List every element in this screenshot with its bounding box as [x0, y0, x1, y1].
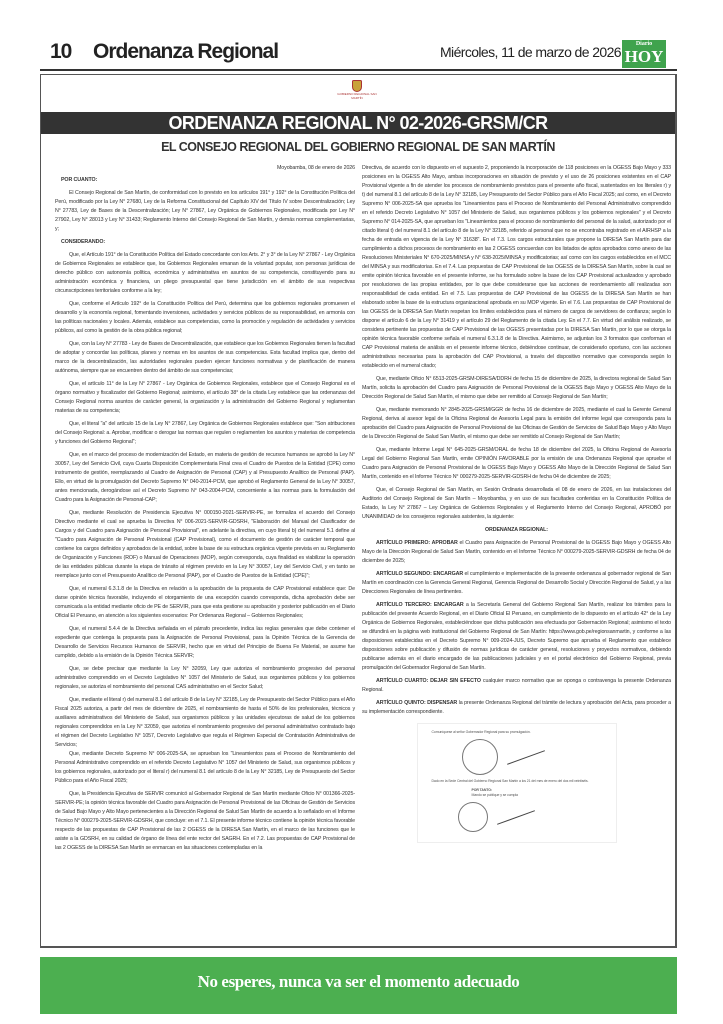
article-2: ARTÍCULO SEGUNDO: ENCARGAR el cumplimiento e implementación de la presente ordenanza al gobernador regional de San Martín en coordinación con la Gerencia General Regional, Gerencia Regional de Desarrollo Social y Dirección Regional de Salud, y a las Direcciones Regionales de línea pertinentes.: [362, 571, 671, 595]
paragraph: Que, mediante memorando N° 2845-2025-GRSM/GGR de fecha 16 de diciembre de 2025, mediante el cual la Gerente General Regional, deriva al asesor legal de la Oficina Regional de Asesoría Legal para la emisión del informe legal que corresponda para la aprobación del Cuadro para Asignación de Personal Provisional de las Oficinas de Gestión de Servicios de Salud Bajo Mayo y Alto Mayo de la Dirección Regional de Salud San Martín, el mismo que debe ser remitido al Consejo Regional de San Martín;: [362, 407, 671, 440]
paragraph: Que, mediante Oficio N° 6513-2025-GRSM-DIRESA/DDRH de fecha 15 de diciembre de 2025, la directora regional de Salud San Martín, solicita la aprobación del Cuadro para Asignación de Personal Provisional de la OGESS Bajo Mayo y OGESS Alto Mayo de la Dirección Regional de Salud San Martín, el mismo que debe ser remitido al Consejo Regional de San Martín;: [362, 376, 671, 400]
paragraph: Que, el numeral 5.4.4 de la Directiva señalada en el párrafo precedente, indica las reglas generales que debe contener el expediente que contenga la propuesta para la Asignación de Personal Provisional, para la Opinión Técnica de la Gerencia de Desarrollo de Servicios Recursos Humanos de SERVIR, hecho que en virtud del Principio de Buena Fe Material, se asume fue cumplido, debido a la emisión de la Opinión Técnica SERVIR;: [55, 626, 355, 659]
governor-signature-row: [432, 802, 602, 832]
place-date: Moyobamba, 08 de enero de 2026: [277, 165, 355, 171]
council-signature-row: [432, 739, 602, 775]
article-3: ARTÍCULO TERCERO: ENCARGAR a la Secretaría General del Gobierno Regional San Martín, realizar los trámites para la publicación del presente Acuerdo Regional, en el Diario Oficial El Peruano, en cumplimiento de lo dispuesto en el artículo 42° de la Ley Orgánica de Gobiernos Regionales, estableciéndose que dicha publicación sea efectuada por Gobernación Regional; asimismo el texto se difundirá en la página web institucional del Gobierno Regional de San Martín: https://www.gob.pe/regionsanmartin, y conforme a las disposiciones establecidas en el Decreto Supremo N° 009-2024-JUS, Decreto Supremo que aprueba el Reglamento que establece disposiciones sobre publicación y difusión de normas jurídicas de carácter general, resoluciones y proyectos normativos, debiendo publicarse además en el diario encargado de las publicaciones judiciales y en el portal electrónico del Gobierno Regional, previa promulgación del Gobernador Regional de San Martín.: [362, 602, 671, 671]
paragraph: Que, el numeral 6.3.1.8 de la Directiva en relación a la aprobación de la propuesta de CAP Provisional establece que: De darse opinión técnica favorable, incluyendo el otorgamiento de una excepción cuando corresponda, dicha aprobación debe ser comunicada a la entidad mediante oficio de PE de SERVIR, para que esta gestione su aprobación y posterior publicación en el Diario Oficial El Peruano, en atención a los siguientes escenarios: Por Ordenanza Regional – Gobiernos Regionales;: [55, 586, 355, 619]
considerando-heading: CONSIDERANDO:: [61, 239, 106, 245]
paragraph: Que, mediante Informe Legal N° 645-2025-GRSM/ORAL de fecha 18 de diciembre del 2025, la Oficina Regional de Asesoría Legal del Gobierno Regional San Martín, emite OPINIÓN FAVORABLE por la emisión de una Ordenanza Regional que apruebe el Cuadro para Asignación de Personal Provisional de la OGESS Bajo Mayo y OGESS Alto Mayo de la Dirección Regional de Salud San Martín, contenido en el Informe Técnico N° 000279-2025-SERVIR-GDSRH de fecha 04 de diciembre de 2025;: [362, 447, 671, 480]
ordinance-title: ORDENANZA REGIONAL N° 02-2026-GRSM/CR: [41, 112, 675, 134]
signature-block: [417, 723, 617, 843]
article-1: ARTÍCULO PRIMERO: APROBAR el Cuadro para Asignación de Personal Provisional de la OGESS Bajo Mayo y OGESS Alto Mayo de la Dirección Regional de Salud San Martín, contenido en el Informe Técnico N° 000279-2025-SERVIR-GDSRH de fecha 04 de diciembre de 2025;: [362, 540, 671, 564]
diario-hoy-logo: [622, 40, 666, 68]
governor-signature-icon: [497, 810, 535, 825]
communication-line: Comuníquese al señor Gobernador Regional para su promulgación.: [431, 730, 531, 734]
section-title: Ordenanza Regional: [93, 40, 279, 63]
paragraph: Que, el Artículo 191° de la Constitución Política del Estado concordante con los Arts. 2° y 3° de la Ley N° 27867 - Ley Orgánica de Gobiernos Regionales se establece que, los Gobiernos Regionales emanan de la voluntad popular, son personas jurídicas de derecho público con autonomía política, económica y administrativa en asuntos de su competencia, constituyendo para su administración económica y financiera, un pliego presupuestal que tiene jurisdicción en el ámbito de sus respectivas circunscripciones territoriales conforme a la ley;: [55, 252, 355, 294]
ordenanza-heading: ORDENANZA REGIONAL:: [485, 527, 548, 533]
left-column: [55, 164, 355, 857]
publish-order: Mando se publique y se cumpla: [471, 793, 518, 797]
paragraph: Que, en el marco del proceso de modernización del Estado, en materia de gestión de recursos humanos se aprobó la Ley N° 30057, Ley del Servicio Civil, cuya Cuarta Disposición Complementaria Final crea el Cuadro de Puestos de la Entidad (CPE) como instrumento de gestión, reemplazando al Cuadro de Asignación de Personal (CAP) y al Presupuesto Analítico de Personal (PAP). Ello, en virtud de la promulgación del Decreto Supremo N° 040-2014-PCM, que aprobó el Reglamento General de la Ley N° 30057, antes mencionada, derogándose así el Decreto Supremo N° 043-2004-PCM, concerniente a las normas para la formulación del Cuadro para la Asignación de Personal-CAP;: [55, 452, 355, 503]
regional-crest-icon: [336, 80, 378, 108]
paragraph: Que, el artículo 11° de la Ley N° 27867 - Ley Orgánica de Gobiernos Regionales, establece que el Consejo Regional es el órgano normativo y fiscalizador del Gobierno Regional; asimismo, el artículo 38° de la citada Ley establece que las ordenanzas del Consejo Regional norma asuntos de carácter general, la organización y la administración del Gobierno Regional y reglamentan materias de su competencia;: [55, 381, 355, 414]
article-4: ARTÍCULO CUARTO: DEJAR SIN EFECTO cualquier marco normativo que se oponga o contravenga la presente Ordenanza Regional.: [362, 678, 671, 693]
logo-top: Diario: [635, 41, 653, 47]
page-number: 10: [50, 40, 72, 63]
crest-text: GOBIERNO REGIONAL SAN MARTÍN: [337, 92, 377, 100]
paragraph: Que, conforme el Artículo 192° de la Constitución Política del Perú, determina que los gobiernos regionales promueven el desarrollo y la economía regional, fomentando inversiones, actividades y servicios públicos de su responsabilidad, en armonía con las políticas nacionales y locales. Además, establece sus competencias, como la promoción y regulación de actividades y servicios públicos, así como la gestión de la obra pública regional;: [55, 301, 355, 334]
issue-date: Miércoles, 11 de marzo de 2026: [440, 44, 621, 60]
council-seal-icon: [462, 739, 498, 775]
article-5: ARTÍCULO QUINTO: DISPENSAR la presente Ordenanza Regional del trámite de lectura y aprobación del Acta, para proceder a su implementación correspondiente.: [362, 700, 671, 715]
por-cuanto-heading: POR CUANTO:: [61, 177, 98, 183]
paragraph: Que, mediante el literal r) del numeral 8.1 del artículo 8 de la Ley N° 32185, Ley de Presupuesto del Sector Público para el Año Fiscal 2025 autoriza, a partir del mes de diciembre de 2025, el nombramiento de hasta el 50% de los profesionales, técnicos y auxiliares administrativos del Ministerio de Salud, sus organismos públicos y las unidades ejecutoras de salud de los gobiernos regionales comprendidos en la Ley N° 32059, que autoriza el nombramiento progresivo del personal administrativo contratado bajo el régimen del Decreto Legislativo N° 1057, Decreto Legislativo que regula el Régimen Especial de Contratación Administrativa de Servicios;: [55, 697, 355, 748]
paragraph: Que, la Presidencia Ejecutiva de SERVIR comunicó al Gobernador Regional de San Martín mediante Oficio N° 001366-2025-SERVIR-PE; la opinión técnica favorable del Cuadro para Asignación de Personal Provisional de las Oficinas de Gestión de Servicios de Salud Bajo Mayo y Alto Mayo pertenecientes a la Dirección Regional de Salud San Martín de acuerdo a lo señalado en el Informe Técnico N° 000279-2025-SERVIR-GDSRH, que concluye: en el 7.1. El presente informe técnico contiene la opinión técnica favorable respecto de las propuestas de CAP Provisional de las 2 OGESS de la DIRESA San Martín, en el marco de las funciones que le asiste a la GDSRH, en su calidad de órgano de línea del ente rector del SAGRH. En el 7.2. Las propuestas de CAP Provisional de las 2 OGESS de la DIRESA San Martín se enmarcan en las situaciones contempladas en la: [55, 791, 355, 851]
ordinance-subtitle: EL CONSEJO REGIONAL DEL GOBIERNO REGIONAL DE SAN MARTÍN: [161, 140, 555, 154]
paragraph: Que, mediante Decreto Supremo N° 006-2025-SA, se aprueban los "Lineamientos para el Proceso de Nombramiento del Personal Administrativo comprendido en el referido Decreto Legislativo N° 1057 del Ministerio de Salud, sus organismos públicos y los gobiernos regionales, autorizado por el literal r) del numeral 8.1 del artículo 8 de la Ley N° 32185, Ley de Presupuesto del Sector Público para el Año Fiscal 2025;: [55, 751, 355, 784]
signature-icon: [507, 750, 545, 765]
paragraph: Que, con la Ley N° 27783 - Ley de Bases de Descentralización, que establece que los Gobiernos Regionales tienen la facultad de adoptar y concordar las políticas, planes y normas en los asuntos de sus competencias. Esta facultad implica que, dentro del marco de la descentralización, las autoridades regionales pueden ejercer funciones normativas y de planificación de manera autónoma, siempre que se encuentren dentro del ámbito de sus competencias;: [55, 341, 355, 374]
por-tanto: POR TANTO:: [471, 788, 492, 792]
paragraph: El Consejo Regional de San Martín, de conformidad con lo previsto en los artículos 191° y 192° de la Constitución Política del Perú, modificado por la Ley N° 27680, Ley de la Reforma Constitucional del Capítulo XIV del Título IV sobre Descentralización; Ley N° 27783, Ley de Bases de la Descentralización; Ley N° 27867, Ley Orgánica de Gobiernos Regionales, modificada por Ley N° 27902, Ley N° 28013 y Ley N° 31433; Reglamento Interno del Consejo Regional de San Martín, y demás normas complementarias, y;: [55, 190, 355, 232]
governor-seal-icon: [458, 802, 488, 832]
given-at-line: Dado en la Sede Central del Gobierno Regional San Martín a los 21 del mes de enero del dos mil veintiséis.: [431, 779, 589, 783]
paragraph: Que, el literal "a" del artículo 15 de la Ley N° 27867, Ley Orgánica de Gobiernos Regionales establece que: "Son atribuciones del Consejo Regional: a. Aprobar, modificar o derogar las normas que regulen o reglamenten los asuntos y materias de competencia y funciones del Gobierno Regional";: [55, 421, 355, 445]
header-rule: [40, 69, 677, 71]
logo-main: HOY: [624, 47, 664, 66]
right-column: [362, 164, 671, 843]
paragraph: Que, el Consejo Regional de San Martín, en Sesión Ordinaria desarrollada el 08 de enero de 2026, en las instalaciones del Auditorio del Consejo Regional de San Martín – Moyobamba, y en uso de sus facultades conferidas en la Constitución Política de Estado, la Ley N° 27867 – Ley Orgánica de Gobiernos Regionales y el Reglamento Interno del Consejo Regional, APROBÓ por UNANIMIDAD de los consejeros regionales asistentes, la siguiente:: [362, 487, 671, 520]
paragraph: Que, se debe precisar que mediante la Ley N° 32059, Ley que autoriza el nombramiento progresivo del personal administrativo comprendido en el Decreto Legislativo N° 1057 del Ministerio de Salud, sus organismos públicos y los gobiernos regionales, se autoriza el nombramiento del personal CAS administrativo en el Sector Salud;: [55, 666, 355, 690]
paragraph: Directiva, de acuerdo con lo dispuesto en el supuesto 2, proponiendo la incorporación de 118 posiciones en la OGESS Bajo Mayo y 333 posiciones en la OGESS Alto Mayo, ambas incorporaciones en situación de previsto y el uso de 26 posiciones existentes en el CAP Provisional vigente a fin de atender los procesos de nombramiento previstos para el presente año fiscal, sustentados en los literales r) y t) del numeral 8.1 del artículo 8 de la Ley N° 32185, Ley Presupuesto del Sector Público para el Año Fiscal 2025; así como, en el Decreto Supremo N° 006-2025-SA que aprueba los "Lineamientos para el Proceso de Nombramiento del Personal Administrativo comprendido en el referido Decreto Legislativo N° 1057 del Ministerio de Salud, sus organismos públicos y los gobiernos regionales" y el Decreto Supremo N° 014-2025-SA, que aprueban los "Lineamientos para el proceso de nombramiento del personal de la salud, autorizado por el citado literal t) del numeral 8.1 del artículo 8 de la Ley N° 32185, referido al personal que no se encontraba registrado en el AIRHSP a la fecha de entrada en vigencia de la Ley N° 31638". En el 7.3. Los cargos estructurales que propone la DIRESA San Martín para dar cumplimiento a dichos procesos de nombramiento en las 2 OGESS concuerdan con los listados de aptos aprobados como anexo de las Resoluciones Ministeriales N° 670-2025/MINSA y N° 638-2025/MINSA y modificatorias; así como con los cargos establecidos en el MCC del MINSA y sus modificatorias. En el 7.4. Las propuestas de CAP Provisional de las OGESS de la DIRESA San Martín, sobre la cual se emite opinión técnica favorable en el presente informe, se ha formulado sobre la base de los CAP Provisional actualizados y aprobado por resoluciones de las propias entidades, por lo que debe considerarse que las acciones de reordenamiento allí realizadas son responsabilidad de cada entidad. En el 7.5. Las propuestas de CAP Provisional de las OGESS de la DIRESA San Martín se han elaborado sobre la base de la estructura organizacional aprobada en su MOP vigente. En el 7.6. Las propuestas de CAP Provisional de las OGESS de la DIRESA San Martín respetan los límites establecidos para el número de cargos de servidores de confianza; según lo dispone el artículo 6 de la Ley N° 31419 y el artículo 29 del Reglamento de la citada Ley. En el 7.7. En virtud del análisis realizado, se considera pertinente las propuestas de CAP Provisional de las OGESS presentadas por la DIRESA San Martín, por lo que se otorga la opinión técnica favorable conforme señala el numeral 6.3.1.8 de la Directiva. Asimismo, se adjuntan los 3 formatos que conforman el CAP Provisional materia de análisis en el presente informe técnico, debiéndose continuar, de considerarlo oportuno, con las acciones administrativas necesarias para la aprobación del CAP Provisional, a través del dispositivo normativo que corresponda según lo establecido en el numeral citado;: [362, 165, 671, 369]
paragraph: Que, mediante Resolución de Presidencia Ejecutiva N° 000150-2021-SERVIR-PE, se formaliza el acuerdo del Consejo Directivo mediante el cual se aprueba la Directiva N° 006-2021-SERVIR-GDSRH, "Elaboración del Manual del Clasificador de Cargos y del Cuadro para Asignación de Personal Provisional", en adelante la directiva, en cuyo literal b) del numeral 5.1 define al "Cuadro para Asignación de Personal Provisional (CAP Provisional), como el documento de gestión de carácter temporal que contiene los cargos definidos y aprobados de la entidad, sobre la base de su estructura orgánica vigente prevista en su Reglamento de Organización y Funciones (ROF) o Manual de Operaciones (MOP), según corresponda, cuya finalidad es viabilizar la operación de las entidades públicas durante la etapa de tránsito al régimen previsto en la Ley N° 30057, Ley del Servicio Civil, y en tanto se reemplace junto con el Presupuesto Analítico de Personal (PAP), por el Cuadro de Puestos de la Entidad (CPE)";: [55, 510, 355, 579]
slogan-banner: No esperes, nunca va ser el momento adecuado: [40, 957, 677, 1014]
